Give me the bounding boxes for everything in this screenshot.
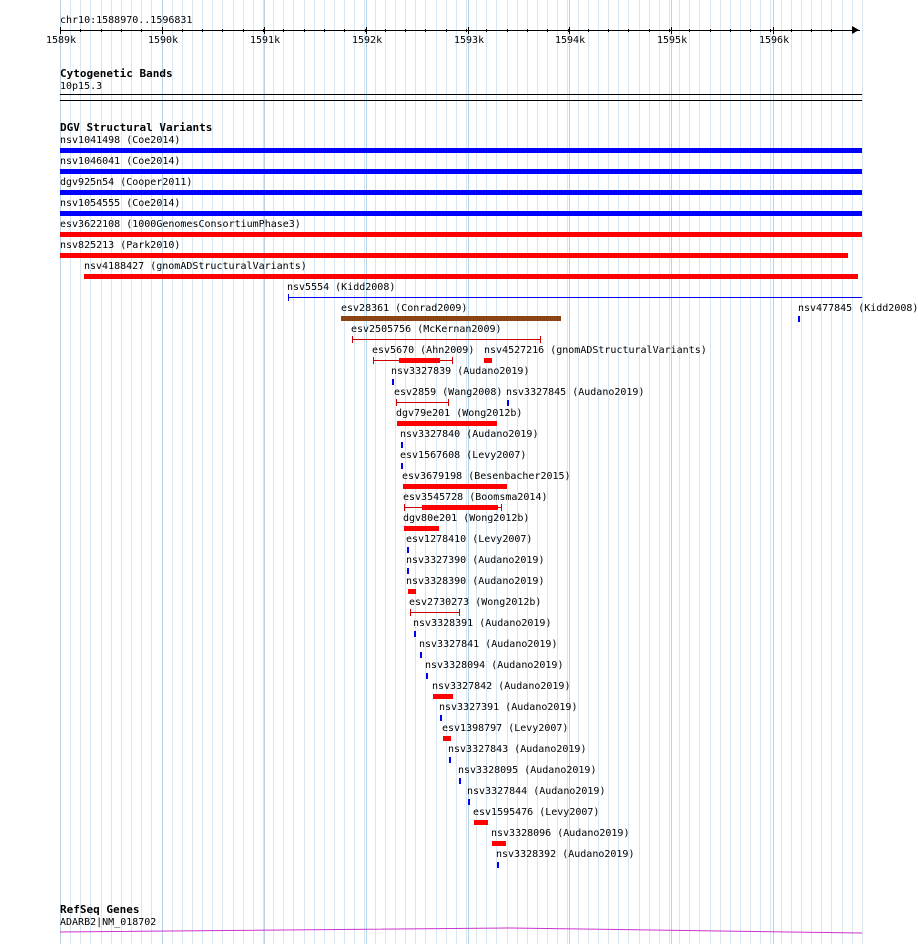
- feature-mark[interactable]: [497, 862, 499, 868]
- feature-end-cap[interactable]: [540, 336, 541, 343]
- feature-mark[interactable]: [414, 631, 416, 637]
- feature-bar[interactable]: [433, 694, 453, 699]
- ruler-tick: [671, 27, 672, 34]
- feature-label[interactable]: nsv3328390 (Audano2019): [406, 576, 545, 587]
- refseq-gene-model[interactable]: [60, 926, 862, 938]
- ruler-minor-tick: [425, 29, 426, 32]
- feature-bar[interactable]: [60, 211, 862, 216]
- ruler-minor-tick: [527, 29, 528, 32]
- ruler-minor-tick: [466, 29, 467, 32]
- feature-label[interactable]: esv1398797 (Levy2007): [442, 723, 569, 734]
- feature-mark[interactable]: [426, 673, 428, 679]
- ruler-minor-tick: [568, 29, 569, 32]
- grid-line: [314, 0, 315, 944]
- feature-bar[interactable]: [443, 736, 451, 741]
- feature-end-cap[interactable]: [410, 609, 411, 616]
- ruler-minor-tick: [588, 29, 589, 32]
- ruler-minor-tick: [222, 29, 223, 32]
- feature-mark[interactable]: [468, 799, 470, 805]
- ruler-minor-tick: [486, 29, 487, 32]
- feature-mark[interactable]: [507, 400, 509, 406]
- grid-line: [192, 0, 193, 944]
- ruler-minor-tick: [365, 29, 366, 32]
- feature-label[interactable]: nsv4188427 (gnomADStructuralVariants): [84, 261, 307, 272]
- ruler-minor-tick: [770, 29, 771, 32]
- feature-label[interactable]: nsv3327839 (Audano2019): [391, 366, 530, 377]
- feature-mark[interactable]: [407, 547, 409, 553]
- ruler-minor-tick: [507, 29, 508, 32]
- feature-end-cap[interactable]: [459, 609, 460, 616]
- grid-line: [354, 0, 355, 944]
- grid-line: [770, 0, 771, 944]
- grid-line: [243, 0, 244, 944]
- feature-label[interactable]: dgv925n54 (Cooper2011): [60, 177, 193, 188]
- feature-line[interactable]: [352, 339, 541, 340]
- ruler-tick: [366, 27, 367, 34]
- ruler-minor-tick: [446, 29, 447, 32]
- ruler-minor-tick: [628, 29, 629, 32]
- ruler-minor-tick: [162, 29, 163, 32]
- grid-line: [344, 0, 345, 944]
- feature-mark[interactable]: [420, 652, 422, 658]
- feature-line[interactable]: [410, 612, 460, 613]
- grid-line: [182, 0, 183, 944]
- feature-bar[interactable]: [60, 190, 862, 195]
- feature-label[interactable]: esv3679198 (Besenbacher2015): [402, 471, 571, 482]
- ruler-tick: [264, 27, 265, 34]
- grid-line: [608, 0, 609, 944]
- cytoband-bottom-line: [60, 100, 862, 101]
- ruler-tick-label: 1592k: [352, 35, 383, 46]
- ruler-minor-tick: [710, 29, 711, 32]
- grid-line: [811, 0, 812, 944]
- feature-bar[interactable]: [404, 526, 439, 531]
- ruler-minor-tick: [243, 29, 244, 32]
- feature-label[interactable]: nsv3328391 (Audano2019): [413, 618, 552, 629]
- grid-line: [578, 0, 579, 944]
- feature-bar[interactable]: [341, 316, 561, 321]
- ruler-minor-tick: [304, 29, 305, 32]
- ruler-minor-tick: [852, 29, 853, 32]
- ruler-minor-tick: [141, 29, 142, 32]
- grid-line: [842, 0, 843, 944]
- feature-label[interactable]: esv2859 (Wang2008): [394, 387, 503, 398]
- ruler-minor-tick: [669, 29, 670, 32]
- ruler-minor-tick: [831, 29, 832, 32]
- grid-line: [304, 0, 305, 944]
- grid-line: [375, 0, 376, 944]
- feature-label[interactable]: nsv3327844 (Audano2019): [467, 786, 606, 797]
- grid-line: [730, 0, 731, 944]
- feature-label[interactable]: esv1567608 (Levy2007): [400, 450, 527, 461]
- ruler-tick-label: 1589k: [46, 35, 77, 46]
- cytoband-track-title[interactable]: Cytogenetic Bands: [60, 67, 173, 80]
- grid-line: [253, 0, 254, 944]
- grid-line: [334, 0, 335, 944]
- feature-end-cap[interactable]: [396, 399, 397, 406]
- ruler-minor-tick: [324, 29, 325, 32]
- ruler-arrow-icon: [852, 26, 859, 34]
- grid-line: [628, 0, 629, 944]
- ruler-axis: [60, 30, 860, 31]
- feature-label[interactable]: nsv3327843 (Audano2019): [448, 744, 587, 755]
- grid-line: [364, 0, 365, 944]
- feature-bar[interactable]: [484, 358, 492, 363]
- ruler-minor-tick: [689, 29, 690, 32]
- grid-line: [699, 0, 700, 944]
- refseq-track-title[interactable]: RefSeq Genes: [60, 903, 140, 916]
- feature-label[interactable]: nsv3327842 (Audano2019): [432, 681, 571, 692]
- cytoband-label: 10p15.3: [60, 81, 103, 92]
- grid-line: [821, 0, 822, 944]
- feature-label[interactable]: nsv3327391 (Audano2019): [439, 702, 578, 713]
- grid-line: [618, 0, 619, 944]
- feature-bar[interactable]: [492, 841, 506, 846]
- feature-label[interactable]: esv2730273 (Wong2012b): [409, 597, 542, 608]
- grid-line: [588, 0, 589, 944]
- grid-line-major: [773, 0, 774, 944]
- feature-mark[interactable]: [459, 778, 461, 784]
- feature-line[interactable]: [396, 402, 449, 403]
- grid-line: [801, 0, 802, 944]
- feature-bar[interactable]: [60, 148, 862, 153]
- feature-label[interactable]: nsv4527216 (gnomADStructuralVariants): [484, 345, 707, 356]
- ruler-minor-tick: [263, 29, 264, 32]
- feature-bar[interactable]: [422, 505, 498, 510]
- feature-end-cap[interactable]: [448, 399, 449, 406]
- grid-line: [324, 0, 325, 944]
- feature-bar[interactable]: [60, 169, 862, 174]
- grid-line: [669, 0, 670, 944]
- grid-line: [831, 0, 832, 944]
- grid-line: [283, 0, 284, 944]
- feature-label[interactable]: dgv80e201 (Wong2012b): [403, 513, 530, 524]
- ruler-minor-tick: [121, 29, 122, 32]
- feature-end-cap[interactable]: [501, 504, 502, 511]
- feature-bar[interactable]: [399, 358, 440, 363]
- feature-label[interactable]: nsv3328094 (Audano2019): [425, 660, 564, 671]
- ruler-minor-tick: [811, 29, 812, 32]
- ruler-tick-label: 1593k: [454, 35, 485, 46]
- feature-end-cap[interactable]: [352, 336, 353, 343]
- feature-mark[interactable]: [798, 316, 800, 322]
- feature-label[interactable]: nsv1054555 (Coe2014): [60, 198, 181, 209]
- grid-line: [862, 0, 863, 944]
- grid-line: [679, 0, 680, 944]
- ruler-minor-tick: [791, 29, 792, 32]
- feature-label[interactable]: nsv477845 (Kidd2008): [798, 303, 918, 314]
- feature-mark[interactable]: [440, 715, 442, 721]
- feature-label[interactable]: esv3545728 (Boomsma2014): [403, 492, 548, 503]
- grid-line-major: [264, 0, 265, 944]
- feature-label[interactable]: esv3622108 (1000GenomesConsortiumPhase3): [60, 219, 301, 230]
- ruler-tick-label: 1595k: [657, 35, 688, 46]
- ruler-tick-label: 1591k: [250, 35, 281, 46]
- feature-end-cap[interactable]: [452, 357, 453, 364]
- grid-line: [659, 0, 660, 944]
- feature-mark[interactable]: [449, 757, 451, 763]
- feature-label[interactable]: nsv3327390 (Audano2019): [406, 555, 545, 566]
- ruler-tick: [773, 27, 774, 34]
- grid-line: [273, 0, 274, 944]
- feature-bar[interactable]: [403, 484, 507, 489]
- feature-label[interactable]: esv1278410 (Levy2007): [406, 534, 533, 545]
- feature-line[interactable]: [288, 297, 862, 298]
- feature-mark[interactable]: [392, 379, 394, 385]
- ruler-tick-label: 1590k: [148, 35, 179, 46]
- grid-line: [222, 0, 223, 944]
- feature-label[interactable]: nsv3328392 (Audano2019): [496, 849, 635, 860]
- ruler-minor-tick: [101, 29, 102, 32]
- feature-end-cap[interactable]: [288, 294, 289, 301]
- ruler-tick-label: 1594k: [555, 35, 586, 46]
- grid-line: [710, 0, 711, 944]
- feature-mark[interactable]: [401, 442, 403, 448]
- feature-bar[interactable]: [397, 421, 497, 426]
- ruler-minor-tick: [730, 29, 731, 32]
- dgv-track-title[interactable]: DGV Structural Variants: [60, 121, 213, 134]
- feature-mark[interactable]: [401, 463, 403, 469]
- feature-label[interactable]: nsv3327841 (Audano2019): [419, 639, 558, 650]
- feature-bar[interactable]: [84, 274, 858, 279]
- ruler-minor-tick: [547, 29, 548, 32]
- grid-line-major: [671, 0, 672, 944]
- feature-label[interactable]: dgv79e201 (Wong2012b): [396, 408, 523, 419]
- ruler-minor-tick: [385, 29, 386, 32]
- grid-line: [760, 0, 761, 944]
- grid-line: [639, 0, 640, 944]
- grid-line: [385, 0, 386, 944]
- ruler-minor-tick: [202, 29, 203, 32]
- ruler-minor-tick: [750, 29, 751, 32]
- feature-label[interactable]: esv2505756 (McKernan2009): [351, 324, 502, 335]
- feature-label[interactable]: nsv1046041 (Coe2014): [60, 156, 181, 167]
- ruler-minor-tick: [649, 29, 650, 32]
- grid-line: [598, 0, 599, 944]
- feature-label[interactable]: nsv3327840 (Audano2019): [400, 429, 539, 440]
- grid-line: [689, 0, 690, 944]
- feature-label[interactable]: esv1595476 (Levy2007): [473, 807, 600, 818]
- ruler-minor-tick: [182, 29, 183, 32]
- grid-line: [202, 0, 203, 944]
- grid-line: [750, 0, 751, 944]
- ruler-minor-tick: [344, 29, 345, 32]
- grid-line: [781, 0, 782, 944]
- ruler-minor-tick: [608, 29, 609, 32]
- grid-line: [649, 0, 650, 944]
- location-label: chr10:1588970..1596831: [60, 15, 193, 26]
- feature-label[interactable]: esv5670 (Ahn2009): [372, 345, 475, 356]
- feature-bar[interactable]: [474, 820, 488, 825]
- grid-line: [212, 0, 213, 944]
- feature-bar[interactable]: [408, 589, 416, 594]
- feature-label[interactable]: nsv3328096 (Audano2019): [491, 828, 630, 839]
- ruler-tick-label: 1596k: [759, 35, 790, 46]
- feature-mark[interactable]: [407, 568, 409, 574]
- refseq-gene-label[interactable]: ADARB2|NM_018702: [60, 917, 157, 928]
- feature-label[interactable]: nsv5554 (Kidd2008): [287, 282, 396, 293]
- ruler-minor-tick: [283, 29, 284, 32]
- feature-label[interactable]: nsv1041498 (Coe2014): [60, 135, 181, 146]
- grid-line: [740, 0, 741, 944]
- ruler-tick: [468, 27, 469, 34]
- ruler-tick: [569, 27, 570, 34]
- grid-line: [233, 0, 234, 944]
- ruler-minor-tick: [405, 29, 406, 32]
- grid-line: [293, 0, 294, 944]
- feature-label[interactable]: esv28361 (Conrad2009): [341, 303, 468, 314]
- feature-bar[interactable]: [60, 232, 862, 237]
- ruler-minor-tick: [80, 29, 81, 32]
- grid-line: [395, 0, 396, 944]
- feature-label[interactable]: nsv3328095 (Audano2019): [458, 765, 597, 776]
- feature-bar[interactable]: [60, 253, 848, 258]
- grid-line: [852, 0, 853, 944]
- feature-label[interactable]: nsv3327845 (Audano2019): [506, 387, 645, 398]
- feature-end-cap[interactable]: [373, 357, 374, 364]
- grid-line: [791, 0, 792, 944]
- feature-end-cap[interactable]: [404, 504, 405, 511]
- grid-line-major: [366, 0, 367, 944]
- ruler-minor-tick: [60, 29, 61, 32]
- feature-label[interactable]: nsv825213 (Park2010): [60, 240, 181, 251]
- cytoband-top-line: [60, 94, 862, 95]
- grid-line: [720, 0, 721, 944]
